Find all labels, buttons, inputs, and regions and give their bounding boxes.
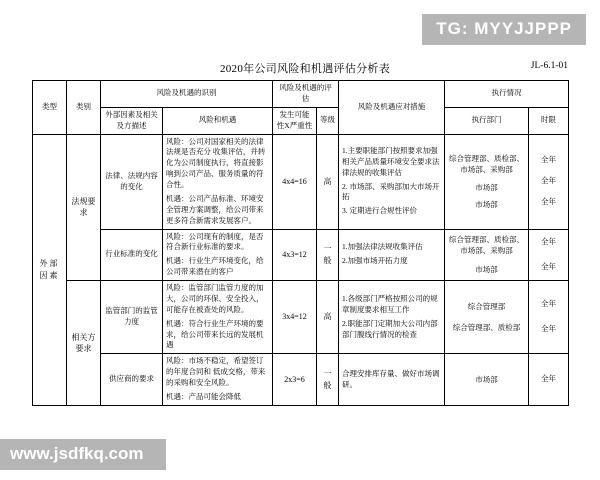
cell-terms-1-1 <box>529 354 569 406</box>
term-item: 全年 <box>541 324 556 334</box>
cell-level-1-1: 一般 <box>317 354 339 406</box>
cell-level-0-0: 高 <box>317 134 339 229</box>
opportunity-text: 机遇：公司产品标准、环境安全管理方案调整，给公司带来更多符合新需求发展客户。 <box>166 193 264 225</box>
measure-item: 2.职能部门定期加大公司内部部门腹线行情况的检查 <box>342 318 438 339</box>
cell-score-1-0: 3x4=12 <box>273 281 317 354</box>
term-item: 全年 <box>541 196 556 206</box>
cell-measures-1-0 <box>339 281 445 354</box>
cell-measures-1-1 <box>339 354 445 406</box>
table-row <box>33 134 569 229</box>
watermark-url: www.jsdfkq.com <box>0 439 166 470</box>
th-exec-term: 时限 <box>529 107 569 134</box>
measure-item: 1.加强法律法规收集评估 <box>342 242 423 252</box>
table-header-row-1 <box>33 81 569 108</box>
dept-item: 综合管理部、质检部、市场部、采购部 <box>449 234 524 256</box>
cell-level-1-0: 高 <box>317 281 339 354</box>
th-subcategory: 类别 <box>67 81 101 135</box>
dept-item: 市场部 <box>475 182 498 192</box>
dept-item: 综合管理部、质检部、市场部、采购部 <box>449 154 524 175</box>
table-header-row-2 <box>33 107 569 134</box>
cell-depts-0-1 <box>445 229 529 281</box>
cell-factors-0-1: 行业标准的变化 <box>101 229 163 281</box>
cell-level-0-1: 一般 <box>317 229 339 281</box>
table-body <box>33 134 569 405</box>
cell-measures-0-1 <box>339 229 445 281</box>
document-code: JL-6.1-01 <box>530 61 568 71</box>
cell-riskopp-0-0 <box>163 134 273 229</box>
opportunity-text: 机遇：行业生产环境变化，给公司带来潜在的客户 <box>166 256 264 277</box>
cell-factors-1-1: 供应商的要求 <box>101 354 163 406</box>
watermark-tag: TG: MYYJJPPP <box>422 14 586 45</box>
term-item: 全年 <box>541 374 556 384</box>
measure-item: 1.各级部门严格按照公司的规章制度要求相互工作 <box>342 293 438 314</box>
cell-depts-0-0 <box>445 134 529 229</box>
cell-factors-1-0: 监管部门的监管力度 <box>101 281 163 354</box>
opportunity-text: 机遇：符合行业生产环境的要求，给公司带来长远的发展机遇 <box>166 318 264 350</box>
term-item: 全年 <box>541 176 556 186</box>
cell-subcategory-1: 相关方要求 <box>67 281 101 406</box>
term-item: 全年 <box>541 299 556 309</box>
dept-item: 综合管理部、质检部 <box>452 323 521 333</box>
measure-item: 2.加强市场开拓力度 <box>342 256 408 266</box>
measure-item: 合理安排库存量、做好市场调研。 <box>342 368 440 389</box>
th-identify-risk-opp: 风险和机遇 <box>163 107 273 134</box>
cell-score-0-0: 4x4=16 <box>273 134 317 229</box>
page-title: 2020年公司风险和机遇评估分析表 <box>219 63 391 75</box>
measure-item: 1.主要职能部门按照要求加强相关产品质量环境安全要求法律法规的收集评估 <box>342 145 440 177</box>
dept-item: 市场部 <box>475 265 498 275</box>
table-row <box>33 354 569 406</box>
table-row <box>33 229 569 281</box>
risk-text: 风险：监管部门监管力度的加大，公司的环保、安全投入，可能存在被查处的风险。 <box>166 283 264 314</box>
cell-riskopp-1-1 <box>163 354 273 406</box>
th-identify-factors: 外部因素及相关及方描述 <box>101 107 163 134</box>
cell-score-0-1: 4x3=12 <box>273 229 317 281</box>
risk-assessment-table <box>32 80 569 406</box>
dept-item: 市场部 <box>475 199 498 209</box>
title-row <box>32 60 568 80</box>
term-item: 全年 <box>541 236 556 246</box>
cell-terms-0-1 <box>529 229 569 281</box>
cell-category: 外部因素 <box>33 134 67 405</box>
risk-text: 风险：市场不稳定，希望签订的年度合同和 低成交格，带来的采购和安全风险。 <box>166 356 266 387</box>
risk-text: 风险：公司对国家相关的法律法规是否充分 收集评估，并转化为公司制度执行，将直接影响到公司产品、服务质量的符合性。 <box>166 136 266 189</box>
cell-score-1-1: 2x3=6 <box>273 354 317 406</box>
th-exec-dept: 执行部门 <box>445 107 529 134</box>
cell-terms-0-0 <box>529 134 569 229</box>
dept-item: 市场部 <box>475 374 498 384</box>
dept-item: 综合管理部 <box>467 301 506 311</box>
cell-depts-1-1 <box>445 354 529 406</box>
th-eval-prob-sev: 发生可能性X严重性 <box>273 107 317 134</box>
th-identify-group: 风险及机遇的识别 <box>101 81 273 108</box>
cell-terms-1-0 <box>529 281 569 354</box>
cell-riskopp-1-0 <box>163 281 273 354</box>
cell-subcategory-0: 法规要求 <box>67 134 101 281</box>
term-item: 全年 <box>541 261 556 271</box>
th-eval-level: 等级 <box>317 107 339 134</box>
measure-item: 2. 市场部、采购部加大市场开拓 <box>342 181 440 202</box>
measure-item: 3. 定期进行合规性评价 <box>342 206 417 216</box>
risk-text: 风险：公司现有的制度，是否符合新行业标准的要求。 <box>166 231 264 252</box>
cell-measures-0-0 <box>339 134 445 229</box>
cell-riskopp-0-1 <box>163 229 273 281</box>
cell-factors-0-0: 法律、法规内容的变化 <box>101 134 163 229</box>
th-exec-group: 执行情况 <box>445 81 569 108</box>
table-row <box>33 281 569 354</box>
opportunity-text: 机遇：产品可能会降低 <box>166 391 241 401</box>
th-eval-group: 风险及机遇的评估 <box>273 81 339 108</box>
document-body <box>32 60 568 406</box>
term-item: 全年 <box>541 155 556 165</box>
cell-depts-1-0 <box>445 281 529 354</box>
th-category: 类型 <box>33 81 67 135</box>
th-measures: 风险及机遇应对措施 <box>339 81 445 135</box>
